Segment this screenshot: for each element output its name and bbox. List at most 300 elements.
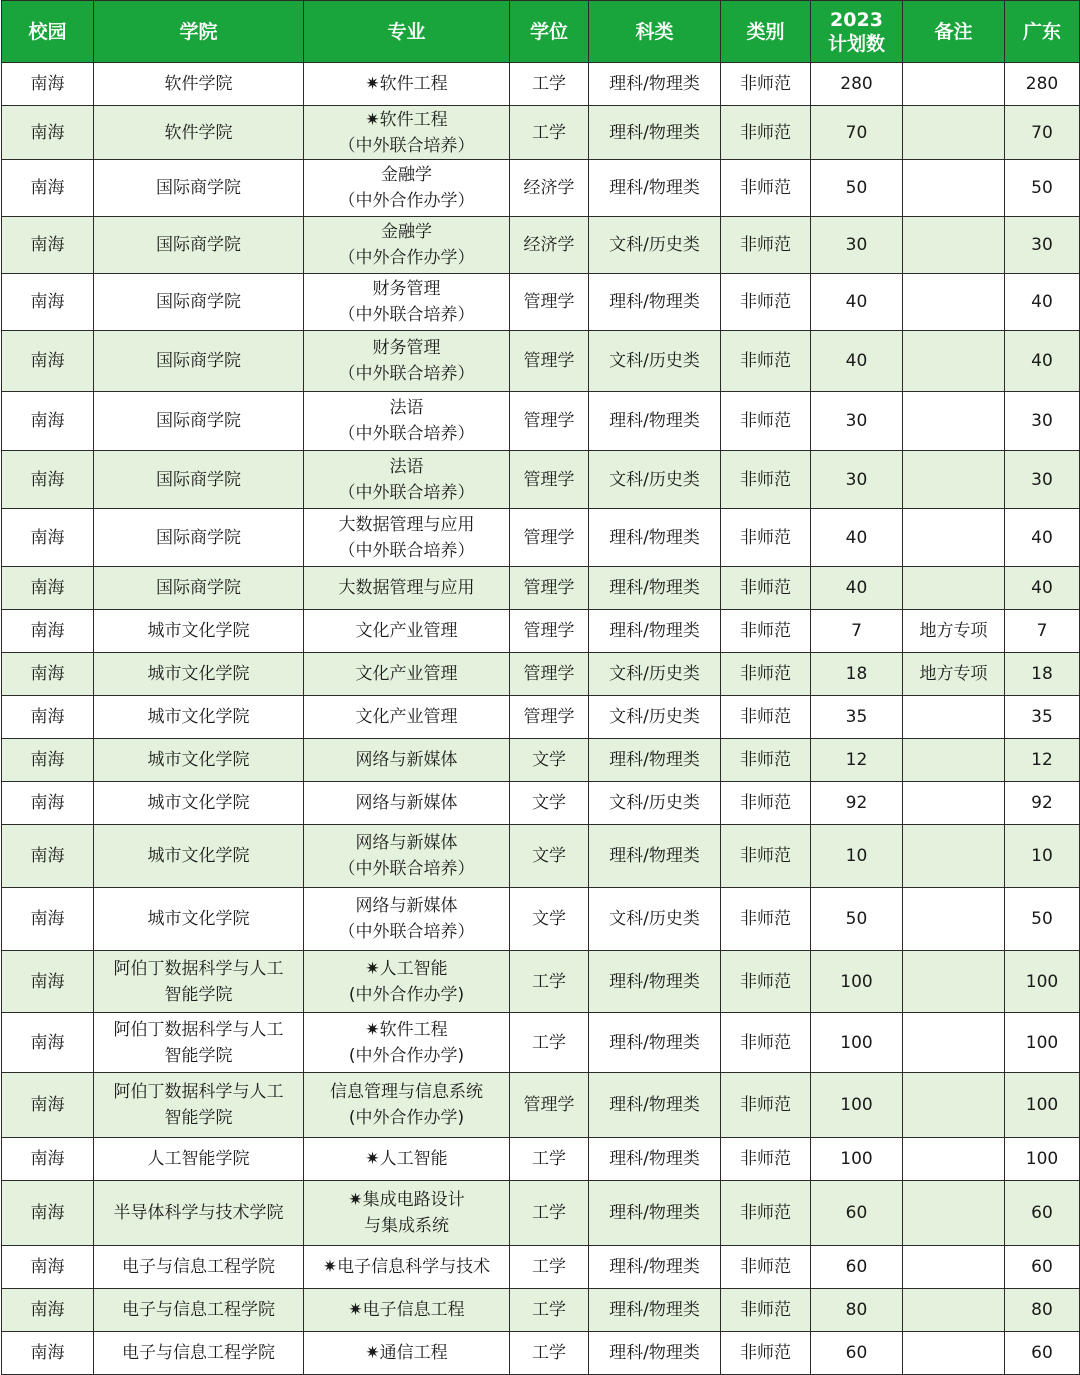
- header-subject: 科类: [589, 1, 721, 63]
- cell-line: 城市文化学院: [147, 750, 250, 770]
- plan-count-cell: 30: [811, 451, 903, 509]
- cell-line: （中外联合培养）: [338, 922, 475, 942]
- major-cell: [304, 274, 510, 331]
- plan-count-cell: 100: [811, 1073, 903, 1138]
- college-cell: [94, 951, 304, 1013]
- major-cell: [304, 653, 510, 696]
- guangdong-count-cell: 40: [1005, 274, 1080, 331]
- major-cell: [304, 696, 510, 739]
- note-cell: [903, 696, 1005, 739]
- guangdong-count-cell: 30: [1005, 217, 1080, 274]
- header-plan: [811, 1, 903, 63]
- cell-line: （中外合作办学）: [338, 191, 475, 211]
- guangdong-count-cell: 30: [1005, 451, 1080, 509]
- cell-line: 金融学: [381, 165, 432, 185]
- guangdong-count-cell: 18: [1005, 653, 1080, 696]
- degree-cell: 工学: [510, 1138, 589, 1181]
- note-cell: 地方专项: [903, 653, 1005, 696]
- cell-line: 软件学院: [164, 74, 233, 94]
- cell-line: （中外联合培养）: [338, 364, 475, 384]
- major-cell: [304, 392, 510, 451]
- subject-cell: 文科/历史类: [589, 696, 721, 739]
- category-cell: 非师范: [721, 782, 811, 825]
- college-cell: [94, 1013, 304, 1073]
- cell-line: 电子与信息工程学院: [122, 1300, 275, 1320]
- category-cell: 非师范: [721, 1073, 811, 1138]
- table-row: [2, 1332, 1080, 1375]
- cell-line: 网络与新媒体: [355, 750, 458, 770]
- guangdong-count-cell: 92: [1005, 782, 1080, 825]
- plan-count-cell: 280: [811, 63, 903, 106]
- major-cell: [304, 331, 510, 392]
- campus-cell: 南海: [2, 63, 94, 106]
- major-cell: [304, 951, 510, 1013]
- campus-cell: 南海: [2, 610, 94, 653]
- guangdong-count-cell: 10: [1005, 825, 1080, 888]
- major-cell: [304, 610, 510, 653]
- degree-cell: 管理学: [510, 274, 589, 331]
- plan-count-cell: 100: [811, 951, 903, 1013]
- campus-cell: 南海: [2, 696, 94, 739]
- subject-cell: 理科/物理类: [589, 951, 721, 1013]
- subject-cell: 文科/历史类: [589, 782, 721, 825]
- major-cell: [304, 1138, 510, 1181]
- category-cell: 非师范: [721, 610, 811, 653]
- cell-line: （中外联合培养）: [338, 540, 475, 561]
- guangdong-count-cell: 30: [1005, 392, 1080, 451]
- cell-line: (中外合作办学): [348, 1045, 465, 1066]
- table-row: [2, 1073, 1080, 1138]
- plan-count-cell: 50: [811, 888, 903, 951]
- college-cell: [94, 567, 304, 610]
- category-cell: 非师范: [721, 392, 811, 451]
- cell-line: 国际商学院: [156, 292, 241, 312]
- note-cell: [903, 1181, 1005, 1246]
- cell-line: 半导体科学与技术学院: [113, 1203, 284, 1223]
- plan-count-cell: 40: [811, 274, 903, 331]
- major-cell: [304, 160, 510, 217]
- note-cell: [903, 331, 1005, 392]
- degree-cell: 经济学: [510, 217, 589, 274]
- plan-count-cell: 50: [811, 160, 903, 217]
- campus-cell: 南海: [2, 451, 94, 509]
- major-cell: [304, 1181, 510, 1246]
- table-row: [2, 739, 1080, 782]
- note-cell: 地方专项: [903, 610, 1005, 653]
- degree-cell: 管理学: [510, 451, 589, 509]
- campus-cell: 南海: [2, 217, 94, 274]
- guangdong-count-cell: 40: [1005, 567, 1080, 610]
- table-row: [2, 888, 1080, 951]
- plan-count-cell: 60: [811, 1181, 903, 1246]
- guangdong-count-cell: 60: [1005, 1181, 1080, 1246]
- plan-count-cell: 35: [811, 696, 903, 739]
- cell-line: ✷软件工程: [365, 1019, 448, 1040]
- cell-line: （中外联合培养）: [338, 424, 475, 444]
- subject-cell: 文科/历史类: [589, 451, 721, 509]
- degree-cell: 工学: [510, 1246, 589, 1289]
- cell-line: 与集成系统: [364, 1216, 449, 1236]
- plan-count-cell: 12: [811, 739, 903, 782]
- guangdong-count-cell: 40: [1005, 331, 1080, 392]
- subject-cell: 理科/物理类: [589, 392, 721, 451]
- campus-cell: 南海: [2, 825, 94, 888]
- degree-cell: 工学: [510, 951, 589, 1013]
- note-cell: [903, 392, 1005, 451]
- table-row: [2, 160, 1080, 217]
- campus-cell: 南海: [2, 888, 94, 951]
- note-cell: [903, 782, 1005, 825]
- degree-cell: 工学: [510, 1181, 589, 1246]
- header-category: 类别: [721, 1, 811, 63]
- cell-line: 国际商学院: [156, 469, 241, 490]
- cell-line: 智能学院: [164, 1108, 233, 1128]
- college-cell: [94, 106, 304, 160]
- admission-plan-table: [1, 0, 1080, 1375]
- category-cell: 非师范: [721, 1181, 811, 1246]
- cell-line: 国际商学院: [156, 178, 241, 198]
- cell-line: 网络与新媒体: [355, 896, 458, 916]
- degree-cell: 文学: [510, 739, 589, 782]
- degree-cell: 工学: [510, 63, 589, 106]
- cell-line: （中外联合培养）: [338, 482, 475, 503]
- header-major: 专业: [304, 1, 510, 63]
- guangdong-count-cell: 100: [1005, 951, 1080, 1013]
- degree-cell: 管理学: [510, 653, 589, 696]
- category-cell: 非师范: [721, 1289, 811, 1332]
- note-cell: [903, 1073, 1005, 1138]
- campus-cell: 南海: [2, 331, 94, 392]
- campus-cell: 南海: [2, 782, 94, 825]
- table-header-row: [2, 1, 1080, 63]
- plan-count-cell: 40: [811, 567, 903, 610]
- college-cell: [94, 888, 304, 951]
- campus-cell: 南海: [2, 1138, 94, 1181]
- note-cell: [903, 951, 1005, 1013]
- table-row: [2, 451, 1080, 509]
- campus-cell: 南海: [2, 1013, 94, 1073]
- cell-line: 城市文化学院: [147, 793, 250, 813]
- table-row: [2, 696, 1080, 739]
- cell-line: 阿伯丁数据科学与人工: [113, 1082, 284, 1102]
- campus-cell: 南海: [2, 1181, 94, 1246]
- cell-line: （中外联合培养）: [338, 135, 475, 156]
- degree-cell: 工学: [510, 1013, 589, 1073]
- major-cell: [304, 509, 510, 567]
- subject-cell: 文科/历史类: [589, 217, 721, 274]
- college-cell: [94, 1073, 304, 1138]
- table-row: [2, 331, 1080, 392]
- note-cell: [903, 63, 1005, 106]
- cell-line: 阿伯丁数据科学与人工: [113, 1019, 284, 1040]
- category-cell: 非师范: [721, 888, 811, 951]
- college-cell: [94, 610, 304, 653]
- table-row: [2, 217, 1080, 274]
- cell-line: 阿伯丁数据科学与人工: [113, 958, 284, 979]
- major-cell: [304, 451, 510, 509]
- table-row: [2, 1138, 1080, 1181]
- table-row: [2, 1181, 1080, 1246]
- note-cell: [903, 1013, 1005, 1073]
- category-cell: 非师范: [721, 653, 811, 696]
- cell-line: 智能学院: [164, 1045, 233, 1066]
- category-cell: 非师范: [721, 217, 811, 274]
- guangdong-count-cell: 60: [1005, 1246, 1080, 1289]
- subject-cell: 理科/物理类: [589, 1073, 721, 1138]
- college-cell: [94, 1138, 304, 1181]
- table-row: [2, 567, 1080, 610]
- subject-cell: 理科/物理类: [589, 160, 721, 217]
- plan-count-cell: 40: [811, 509, 903, 567]
- college-cell: [94, 392, 304, 451]
- major-cell: [304, 1246, 510, 1289]
- cell-line: 国际商学院: [156, 527, 241, 548]
- guangdong-count-cell: 100: [1005, 1013, 1080, 1073]
- note-cell: [903, 509, 1005, 567]
- degree-cell: 管理学: [510, 392, 589, 451]
- category-cell: 非师范: [721, 274, 811, 331]
- campus-cell: 南海: [2, 106, 94, 160]
- cell-line: ✷集成电路设计: [348, 1190, 465, 1210]
- subject-cell: 理科/物理类: [589, 63, 721, 106]
- college-cell: [94, 217, 304, 274]
- major-cell: [304, 1332, 510, 1375]
- plan-count-cell: 100: [811, 1013, 903, 1073]
- cell-line: 电子与信息工程学院: [122, 1257, 275, 1277]
- category-cell: 非师范: [721, 1138, 811, 1181]
- cell-line: 国际商学院: [156, 235, 241, 255]
- campus-cell: 南海: [2, 509, 94, 567]
- note-cell: [903, 160, 1005, 217]
- plan-count-cell: 10: [811, 825, 903, 888]
- cell-line: 网络与新媒体: [355, 833, 458, 853]
- table-row: [2, 1013, 1080, 1073]
- subject-cell: 理科/物理类: [589, 1181, 721, 1246]
- major-cell: [304, 888, 510, 951]
- table-row: [2, 106, 1080, 160]
- note-cell: [903, 825, 1005, 888]
- major-cell: [304, 217, 510, 274]
- college-cell: [94, 160, 304, 217]
- cell-line: 财务管理: [372, 338, 441, 358]
- cell-line: 财务管理: [372, 279, 441, 299]
- college-cell: [94, 782, 304, 825]
- cell-line: ✷电子信息工程: [348, 1300, 465, 1320]
- plan-count-cell: 100: [811, 1138, 903, 1181]
- college-cell: [94, 1181, 304, 1246]
- college-cell: [94, 696, 304, 739]
- plan-count-cell: 92: [811, 782, 903, 825]
- degree-cell: 管理学: [510, 610, 589, 653]
- campus-cell: 南海: [2, 653, 94, 696]
- cell-line: 城市文化学院: [147, 707, 250, 727]
- degree-cell: 管理学: [510, 331, 589, 392]
- cell-line: 软件学院: [164, 122, 233, 143]
- category-cell: 非师范: [721, 63, 811, 106]
- header-degree: 学位: [510, 1, 589, 63]
- cell-line: 计划数: [827, 32, 885, 55]
- college-cell: [94, 739, 304, 782]
- category-cell: 非师范: [721, 451, 811, 509]
- major-cell: [304, 1013, 510, 1073]
- subject-cell: 理科/物理类: [589, 1246, 721, 1289]
- cell-line: 智能学院: [164, 984, 233, 1005]
- category-cell: 非师范: [721, 825, 811, 888]
- degree-cell: 管理学: [510, 567, 589, 610]
- college-cell: [94, 1246, 304, 1289]
- campus-cell: 南海: [2, 1289, 94, 1332]
- subject-cell: 理科/物理类: [589, 274, 721, 331]
- cell-line: ✷电子信息科学与技术: [322, 1257, 491, 1277]
- degree-cell: 文学: [510, 825, 589, 888]
- table-body: [2, 63, 1080, 1375]
- note-cell: [903, 739, 1005, 782]
- cell-line: (中外合作办学): [348, 1108, 465, 1128]
- plan-count-cell: 80: [811, 1289, 903, 1332]
- category-cell: 非师范: [721, 739, 811, 782]
- cell-line: ✷通信工程: [365, 1343, 448, 1363]
- cell-line: （中外联合培养）: [338, 305, 475, 325]
- note-cell: [903, 1138, 1005, 1181]
- guangdong-count-cell: 40: [1005, 509, 1080, 567]
- degree-cell: 管理学: [510, 509, 589, 567]
- cell-line: ✷人工智能: [365, 958, 448, 979]
- cell-line: 人工智能学院: [147, 1149, 250, 1169]
- major-cell: [304, 782, 510, 825]
- guangdong-count-cell: 50: [1005, 888, 1080, 951]
- major-cell: [304, 1073, 510, 1138]
- degree-cell: 文学: [510, 888, 589, 951]
- major-cell: [304, 567, 510, 610]
- subject-cell: 理科/物理类: [589, 1013, 721, 1073]
- degree-cell: 工学: [510, 1332, 589, 1375]
- campus-cell: 南海: [2, 1246, 94, 1289]
- subject-cell: 理科/物理类: [589, 1138, 721, 1181]
- note-cell: [903, 1246, 1005, 1289]
- category-cell: 非师范: [721, 1332, 811, 1375]
- major-cell: [304, 739, 510, 782]
- cell-line: ✷软件工程: [365, 74, 448, 94]
- subject-cell: 理科/物理类: [589, 567, 721, 610]
- campus-cell: 南海: [2, 951, 94, 1013]
- table-row: [2, 1246, 1080, 1289]
- plan-count-cell: 60: [811, 1332, 903, 1375]
- cell-line: 信息管理与信息系统: [330, 1082, 483, 1102]
- plan-count-cell: 7: [811, 610, 903, 653]
- note-cell: [903, 217, 1005, 274]
- cell-line: 法语: [389, 398, 424, 418]
- guangdong-count-cell: 12: [1005, 739, 1080, 782]
- cell-line: ✷人工智能: [365, 1149, 448, 1169]
- category-cell: 非师范: [721, 696, 811, 739]
- cell-line: 文化产业管理: [355, 664, 458, 684]
- guangdong-count-cell: 60: [1005, 1332, 1080, 1375]
- cell-line: 网络与新媒体: [355, 793, 458, 813]
- college-cell: [94, 825, 304, 888]
- subject-cell: 理科/物理类: [589, 509, 721, 567]
- table-row: [2, 509, 1080, 567]
- note-cell: [903, 1332, 1005, 1375]
- plan-count-cell: 60: [811, 1246, 903, 1289]
- college-cell: [94, 653, 304, 696]
- plan-count-cell: 70: [811, 106, 903, 160]
- college-cell: [94, 1332, 304, 1375]
- major-cell: [304, 1289, 510, 1332]
- category-cell: 非师范: [721, 1246, 811, 1289]
- cell-line: 2023: [830, 8, 883, 31]
- college-cell: [94, 274, 304, 331]
- college-cell: [94, 1289, 304, 1332]
- category-cell: 非师范: [721, 160, 811, 217]
- guangdong-count-cell: 80: [1005, 1289, 1080, 1332]
- campus-cell: 南海: [2, 392, 94, 451]
- degree-cell: 管理学: [510, 696, 589, 739]
- note-cell: [903, 106, 1005, 160]
- cell-line: 电子与信息工程学院: [122, 1343, 275, 1363]
- table-row: [2, 951, 1080, 1013]
- campus-cell: 南海: [2, 160, 94, 217]
- table-row: [2, 782, 1080, 825]
- degree-cell: 管理学: [510, 1073, 589, 1138]
- category-cell: 非师范: [721, 106, 811, 160]
- college-cell: [94, 63, 304, 106]
- campus-cell: 南海: [2, 739, 94, 782]
- cell-line: 文化产业管理: [355, 707, 458, 727]
- table-row: [2, 653, 1080, 696]
- guangdong-count-cell: 100: [1005, 1073, 1080, 1138]
- note-cell: [903, 888, 1005, 951]
- guangdong-count-cell: 280: [1005, 63, 1080, 106]
- campus-cell: 南海: [2, 1332, 94, 1375]
- cell-line: 大数据管理与应用: [338, 578, 475, 598]
- category-cell: 非师范: [721, 951, 811, 1013]
- table-row: [2, 825, 1080, 888]
- category-cell: 非师范: [721, 567, 811, 610]
- guangdong-count-cell: 35: [1005, 696, 1080, 739]
- cell-line: 城市文化学院: [147, 846, 250, 866]
- table-row: [2, 63, 1080, 106]
- subject-cell: 文科/历史类: [589, 888, 721, 951]
- category-cell: 非师范: [721, 509, 811, 567]
- table-row: [2, 610, 1080, 653]
- cell-line: (中外合作办学): [348, 984, 465, 1005]
- college-cell: [94, 509, 304, 567]
- header-note: 备注: [903, 1, 1005, 63]
- major-cell: [304, 106, 510, 160]
- degree-cell: 工学: [510, 106, 589, 160]
- category-cell: 非师范: [721, 1013, 811, 1073]
- header-guangdong: 广东: [1005, 1, 1080, 63]
- major-cell: [304, 825, 510, 888]
- degree-cell: 文学: [510, 782, 589, 825]
- plan-count-cell: 18: [811, 653, 903, 696]
- cell-line: 大数据管理与应用: [338, 514, 475, 535]
- table-row: [2, 392, 1080, 451]
- degree-cell: 经济学: [510, 160, 589, 217]
- guangdong-count-cell: 7: [1005, 610, 1080, 653]
- cell-line: ✷软件工程: [365, 109, 448, 130]
- cell-line: 国际商学院: [156, 411, 241, 431]
- cell-line: 国际商学院: [156, 351, 241, 371]
- header-college: 学院: [94, 1, 304, 63]
- plan-count-cell: 30: [811, 217, 903, 274]
- note-cell: [903, 567, 1005, 610]
- college-cell: [94, 451, 304, 509]
- cell-line: （中外合作办学）: [338, 248, 475, 268]
- cell-line: 城市文化学院: [147, 664, 250, 684]
- category-cell: 非师范: [721, 331, 811, 392]
- subject-cell: 理科/物理类: [589, 1289, 721, 1332]
